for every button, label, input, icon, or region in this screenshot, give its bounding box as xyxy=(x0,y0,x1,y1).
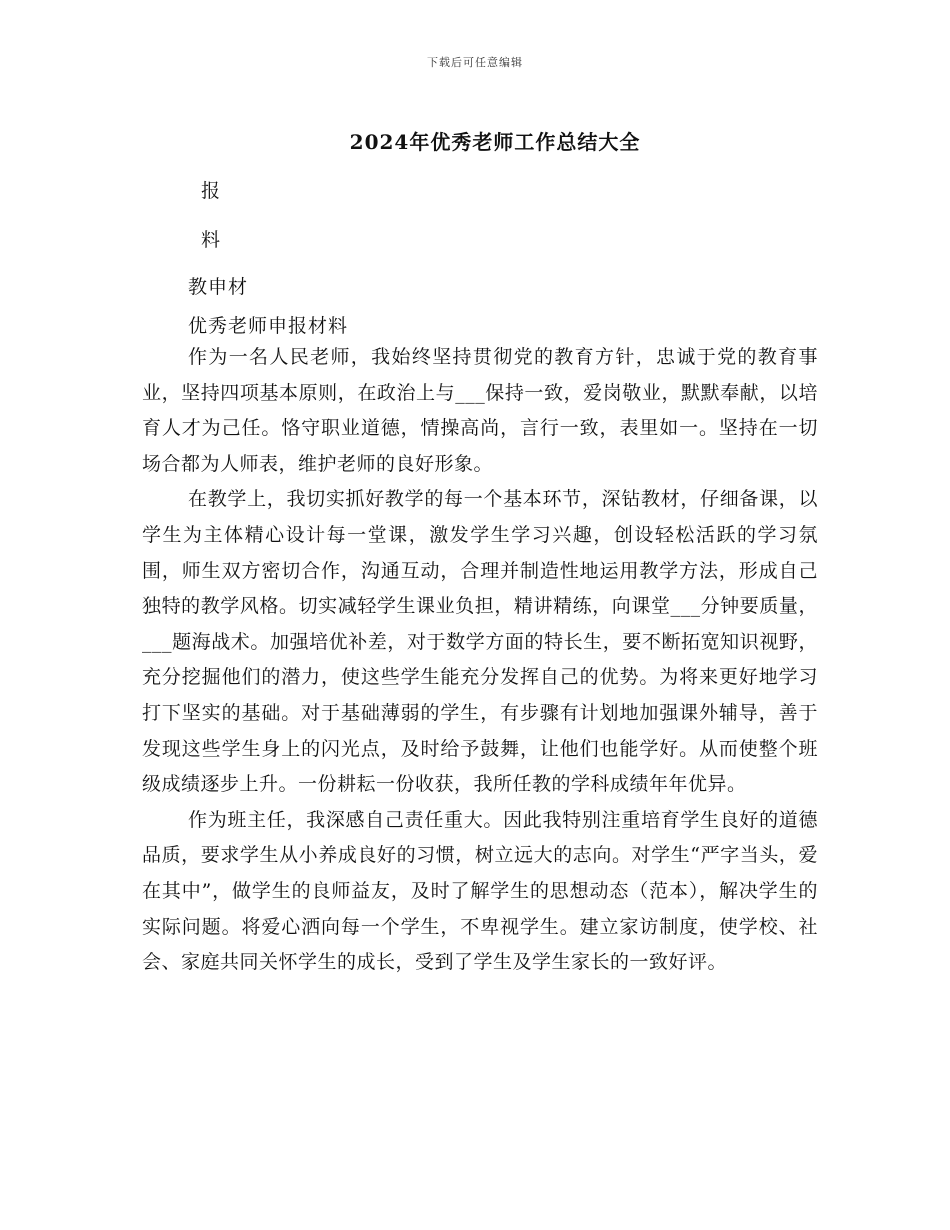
subheading-1: 教申材 xyxy=(188,276,249,298)
stacked-char-1: 报 xyxy=(201,180,221,202)
stacked-char-2: 料 xyxy=(201,229,221,251)
paragraph-1: 作为一名人民老师，我始终坚持贯彻党的教育方针，忠诚于党的教育事业，坚持四项基本原则，在政治上与___保持一致，爱岗敬业，默默奉献，以培育人才为己任。恪守职业道德，情操高尚，言行一致，表里如一。坚持在一切场合都为人师表，维护老师的良好形象。 xyxy=(142,346,818,475)
body-text xyxy=(142,340,818,981)
subheading-2: 优秀老师申报材料 xyxy=(188,315,349,337)
header-note: 下载后可任意编辑 xyxy=(427,56,523,69)
paragraph-2: 在教学上，我切实抓好教学的每一个基本环节，深钻教材，仔细备课，以学生为主体精心设计每一堂课，激发学生学习兴趣，创设轻松活跃的学习氛围，师生双方密切合作，沟通互动，合理并制造性地运用教学方法，形成自己独特的教学风格。切实减轻学生课业负担，精讲精练，向课堂___分钟要质量，___题海战术。加强培优补差，对于数学方面的特长生，要不断拓宽知识视野，充分挖掘他们的潜力，使这些学生能充分发挥自己的优势。为将来更好地学习打下坚实的基础。对于基础薄弱的学生，有步骤有计划地加强课外辅导，善于发现这些学生身上的闪光点，及时给予鼓舞，让他们也能学好。从而使整个班级成绩逐步上升。一份耕耘一份收获，我所任教的学科成绩年年优异。 xyxy=(142,488,818,796)
document-title: 2024年优秀老师工作总结大全 xyxy=(349,130,641,154)
paragraph-3: 作为班主任，我深感自己责任重大。因此我特别注重培育学生良好的道德品质，要求学生从小养成良好的习惯，树立远大的志向。对学生“严字当头，爱在其中”，做学生的良师益友，及时了解学生的思想动态（范本），解决学生的实际问题。将爱心洒向每一个学生，不卑视学生。建立家访制度，使学校、社会、家庭共同关怀学生的成长，受到了学生及学生家长的一致好评。 xyxy=(142,808,818,974)
